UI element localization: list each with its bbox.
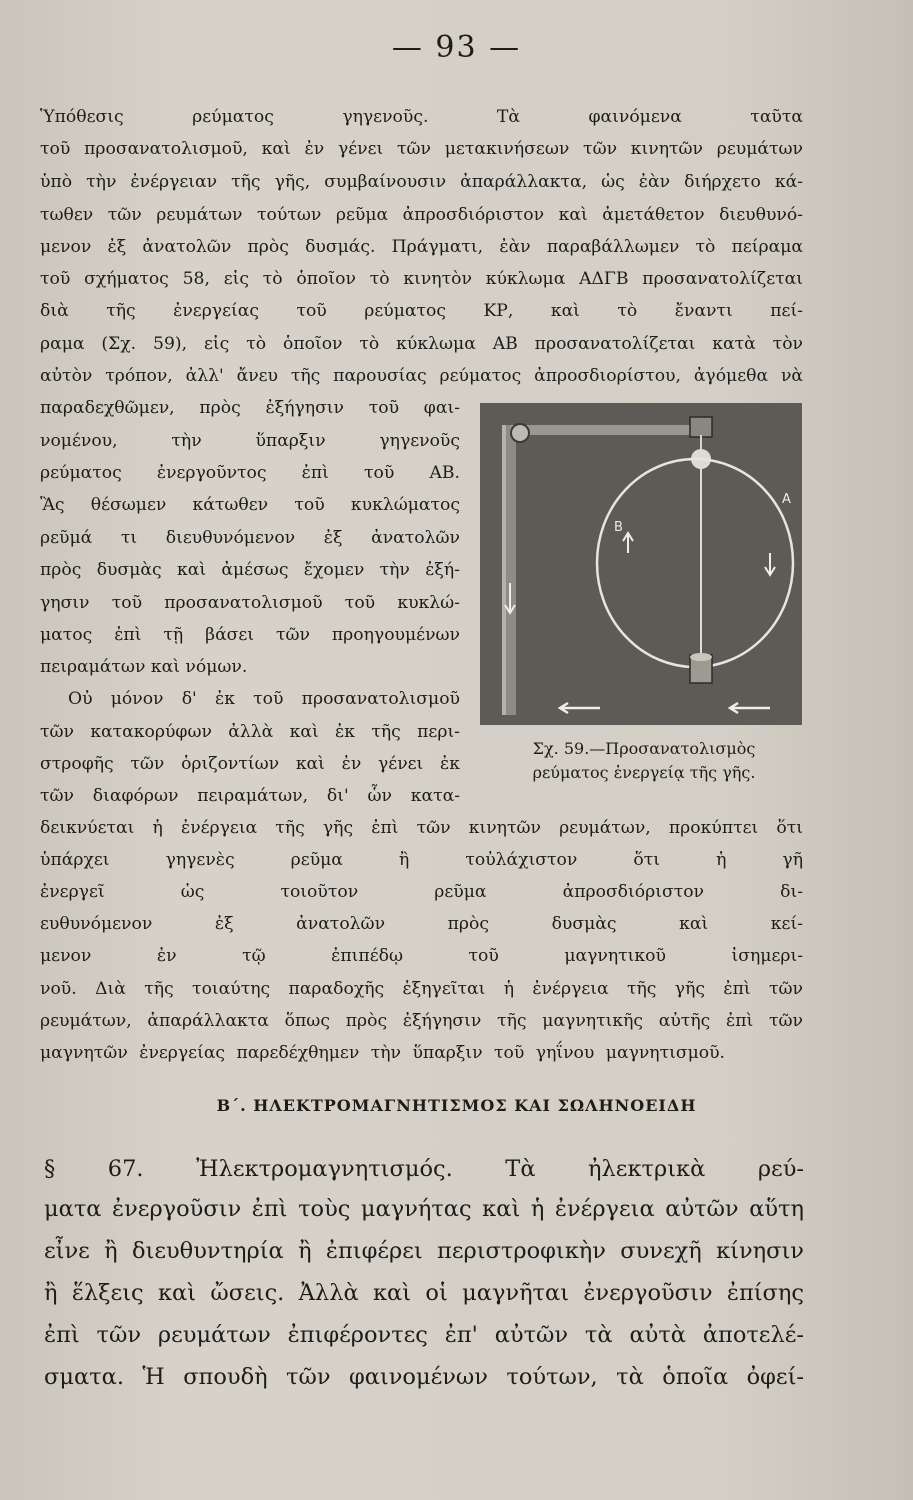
circuit-diagram [480, 403, 802, 725]
text-line: τῶν διαφόρων πειραμάτων, δι' ὧν κατα- [40, 786, 460, 806]
figure-label-b: Β [614, 520, 623, 535]
section-heading: Β΄. ΗΛΕΚΤΡΟΜΑΓΝΗΤΙΣΜΟΣ ΚΑΙ ΣΩΛΗΝΟΕΙΔΗ [216, 1096, 697, 1115]
text-line: παραδεχθῶμεν, πρὸς ἐξήγησιν τοῦ φαι- [40, 398, 460, 418]
page-number: — 93 — [391, 30, 522, 65]
section-text-line: ἐπὶ τῶν ρευμάτων ἐπιφέροντες ἐπ' αὐτῶν τὰ αὐτὰ ἀποτελέ- [44, 1322, 804, 1348]
section-text-line: ματα ἐνεργοῦσιν ἐπὶ τοὺς μαγνήτας καὶ ἡ ἐνέργεια αὐτῶν αὕτη [44, 1196, 804, 1222]
text-line: Ἂς θέσωμεν κάτωθεν τοῦ κυκλώματος [40, 495, 460, 515]
section-text-line: εἶνε ἢ διευθυντηρία ἢ ἐπιφέρει περιστροφικὴν συνεχῆ κίνησιν [44, 1238, 804, 1264]
text-line: ευθυνόμενον ἐξ ἀνατολῶν πρὸς δυσμὰς καὶ κεί- [40, 914, 803, 934]
text-line: μαγνητῶν ἐνεργείας παρεδέχθημεν τὴν ὕπαρξιν τοῦ γηΐνου μαγνητισμοῦ. [40, 1043, 726, 1063]
text-line: τῶν κατακορύφων ἀλλὰ καὶ ἐκ τῆς περι- [40, 722, 460, 742]
text-line: ἐνεργεῖ ὡς τοιοῦτον ρεῦμα ἀπροσδιόριστον δι- [40, 882, 803, 902]
text-line: ὑπάρχει γηγενὲς ρεῦμα ἢ τοὐλάχιστον ὅτι ἡ γῆ [40, 850, 803, 870]
text-line: πρὸς δυσμὰς καὶ ἀμέσως ἔχομεν τὴν ἐξή- [40, 560, 460, 580]
text-line: ραμα (Σχ. 59), εἰς τὸ ὁποῖον τὸ κύκλωμα ΑΒ προσανατολίζεται κατὰ τὸν [40, 334, 803, 354]
text-line: νομένου, τὴν ὕπαρξιν γηγενοῦς [40, 431, 460, 451]
figure-caption-line: Σχ. 59.—Προσανατολισμὸς [532, 739, 756, 758]
text-line: ματος ἐπὶ τῇ βάσει τῶν προηγουμένων [40, 625, 460, 645]
text-line: τοῦ σχήματος 58, εἰς τὸ ὁποῖον τὸ κινητὸν κύκλωμα ΑΔΓΒ προσανατολίζεται [40, 269, 803, 289]
text-line: ὑπὸ τὴν ἐνέργειαν τῆς γῆς, συμβαίνουσιν ἀπαράλλακτα, ὡς ἐὰν διήρχετο κά- [40, 172, 803, 192]
text-line: τωθεν τῶν ρευμάτων τούτων ρεῦμα ἀπροσδιόριστον καὶ ἀμετάθετον διευθυνό- [40, 205, 803, 225]
section-text-line: σματα. Ἡ σπουδὴ τῶν φαινομένων τούτων, τὰ ὁποῖα ὀφεί- [44, 1364, 804, 1390]
text-line: ρεύματος ἐνεργοῦντος ἐπὶ τοῦ ΑΒ. [40, 463, 460, 483]
text-line: ρεῦμά τι διευθυνόμενον ἐξ ἀνατολῶν [40, 528, 460, 548]
text-line: τοῦ προσανατολισμοῦ, καὶ ἐν γένει τῶν μετακινήσεων τῶν κινητῶν ρευμάτων [40, 139, 803, 159]
figure-caption-line: ρεύματος ἐνεργείᾳ τῆς γῆς. [532, 763, 756, 782]
text-line: Οὐ μόνον δ' ἐκ τοῦ προσανατολισμοῦ [68, 689, 460, 709]
text-line: γησιν τοῦ προσανατολισμοῦ τοῦ κυκλώ- [40, 593, 460, 613]
text-line: ρευμάτων, ἀπαράλλακτα ὅπως πρὸς ἐξήγησιν τῆς μαγνητικῆς αὐτῆς ἐπὶ τῶν [40, 1011, 803, 1031]
figure-label-a: Α [782, 492, 791, 507]
text-line: διὰ τῆς ἐνεργείας τοῦ ρεύματος ΚΡ, καὶ τὸ ἔναντι πεί- [40, 301, 803, 321]
text-line: δεικνύεται ἡ ἐνέργεια τῆς γῆς ἐπὶ τῶν κινητῶν ρευμάτων, προκύπτει ὅτι [40, 818, 803, 838]
section-text-line: § 67. Ἠλεκτρομαγνητισμός. Τὰ ἠλεκτρικὰ ρεύ- [44, 1156, 804, 1182]
text-line: νοῦ. Διὰ τῆς τοιαύτης παραδοχῆς ἐξηγεῖται ἡ ἐνέργεια τῆς γῆς ἐπὶ τῶν [40, 979, 803, 999]
text-line: πειραμάτων καὶ νόμων. [40, 657, 248, 677]
text-line: μενον ἐξ ἀνατολῶν πρὸς δυσμάς. Πράγματι, ἐὰν παραβάλλωμεν τὸ πείραμα [40, 237, 803, 257]
text-line: Ὑπόθεσις ρεύματος γηγενοῦς. Τὰ φαινόμενα ταῦτα [40, 107, 803, 127]
text-line: μενον ἐν τῷ ἐπιπέδῳ τοῦ μαγνητικοῦ ἰσημερι- [40, 946, 803, 966]
figure-59-image [480, 403, 802, 725]
text-line: αὐτὸν τρόπον, ἀλλ' ἄνευ τῆς παρουσίας ρεύματος ἀπροσδιορίστου, ἀγόμεθα νὰ [40, 366, 803, 386]
text-line: στροφῆς τῶν ὁριζοντίων καὶ ἐν γένει ἐκ [40, 754, 460, 774]
section-text-line: ἢ ἕλξεις καὶ ὤσεις. Ἀλλὰ καὶ οἱ μαγνῆται ἐνεργοῦσιν ἐπίσης [44, 1280, 804, 1306]
